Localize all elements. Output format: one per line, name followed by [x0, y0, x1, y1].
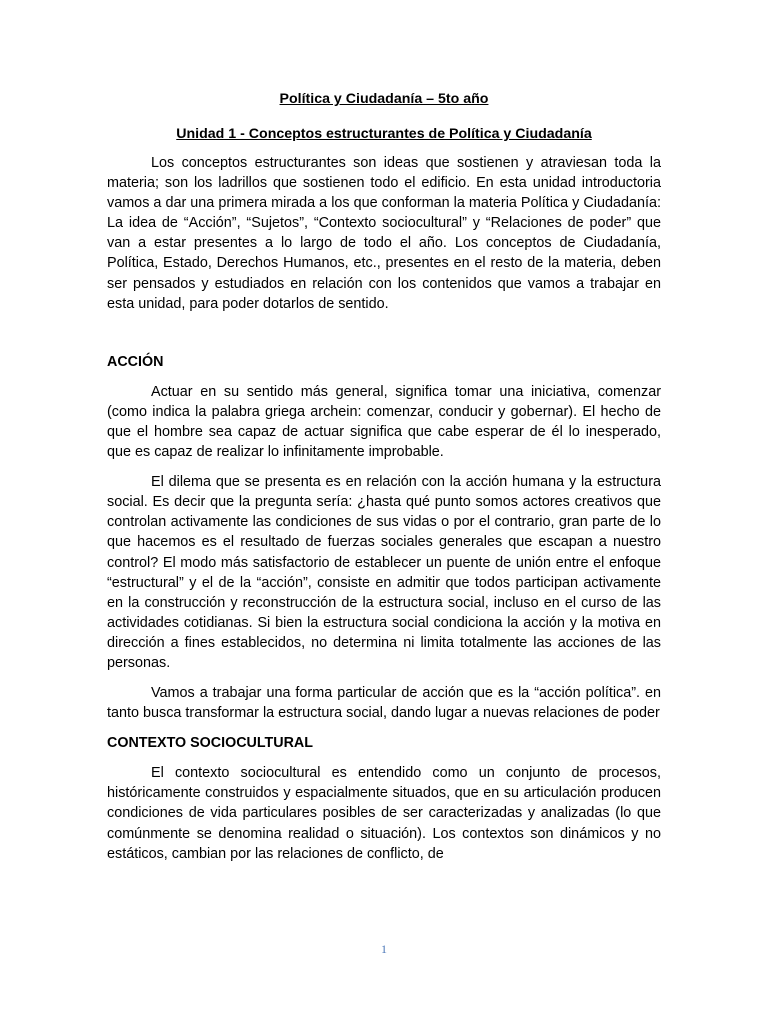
- page-number: 1: [381, 942, 387, 956]
- section-heading-accion: ACCIÓN: [107, 353, 164, 370]
- accion-paragraph-3: Vamos a trabajar una forma particular de acción que es la “acción política”. en tanto busca transformar la estructura social, dando lugar a nuevas relaciones de poder: [107, 685, 661, 722]
- intro-paragraph: Los conceptos estructurantes son ideas que sostienen y atraviesan toda la materia; son los ladrillos que sostienen todo el edificio. En esta unidad introductoria vamos a dar una primera mirada a los que conforman la materia Política y Ciudadanía: La idea de “Acción”, “Sujetos”, “Contexto sociocultural” y “Relaciones de poder” que van a estar presentes a lo largo de todo el año. Los conceptos de Ciudadanía, Política, Estado, Derechos Humanos, etc., presentes en el resto de la materia, deben ser pensados y estudiados en relación con los contenidos que vamos a trabajar en esta unidad, para poder dotarlos de sentido.: [107, 155, 661, 312]
- document-page: [107, 89, 661, 864]
- accion-paragraph-2: El dilema que se presenta es en relación con la acción humana y la estructura social. Es decir que la pregunta sería: ¿hasta qué punto somos actores creativos que controlan activamente las condiciones de sus vidas o por el contrario, gran parte de lo que hacemos es el resultado de fuerzas sociales generales que escapan a nuestro control? El modo más satisfactorio de establecer un puente de unión entre el enfoque “estructural” y el de la “acción”, consiste en admitir que todos participan activamente en la construcción y reconstrucción de la estructura social, incluso en el curso de las actividades cotidianas. Si bien la estructura social condiciona la acción y la motiva en dirección a fines establecidos, no determina ni limita totalmente las acciones de las personas.: [107, 474, 661, 671]
- spacer: [107, 753, 661, 763]
- spacer: [107, 723, 661, 733]
- spacer: [107, 462, 661, 472]
- section-heading-contexto-sociocultural: CONTEXTO SOCIOCULTURAL: [107, 735, 313, 752]
- document-title: Política y Ciudadanía – 5to año: [279, 91, 489, 107]
- accion-paragraph-1: Actuar en su sentido más general, significa tomar una iniciativa, comenzar (como indica la palabra griega archein: comenzar, conducir y gobernar). El hecho de que el hombre sea capaz de actuar significa que cabe esperar de él lo inesperado, que es capaz de realizar lo infinitamente improbable.: [107, 383, 661, 461]
- spacer: [107, 314, 661, 352]
- spacer: [107, 372, 661, 382]
- contexto-paragraph-1: El contexto sociocultural es entendido como un conjunto de procesos, históricamente construidos y espacialmente situados, que en su articulación producen condiciones de vida particulares posibles de ser caracterizadas y analizadas (lo que comúnmente se denomina realidad o situación). Los contextos son dinámicos y no estáticos, cambian por las relaciones de conflicto, de: [107, 765, 661, 862]
- unit-title: Unidad 1 - Conceptos estructurantes de Política y Ciudadanía: [176, 126, 592, 142]
- spacer: [107, 673, 661, 683]
